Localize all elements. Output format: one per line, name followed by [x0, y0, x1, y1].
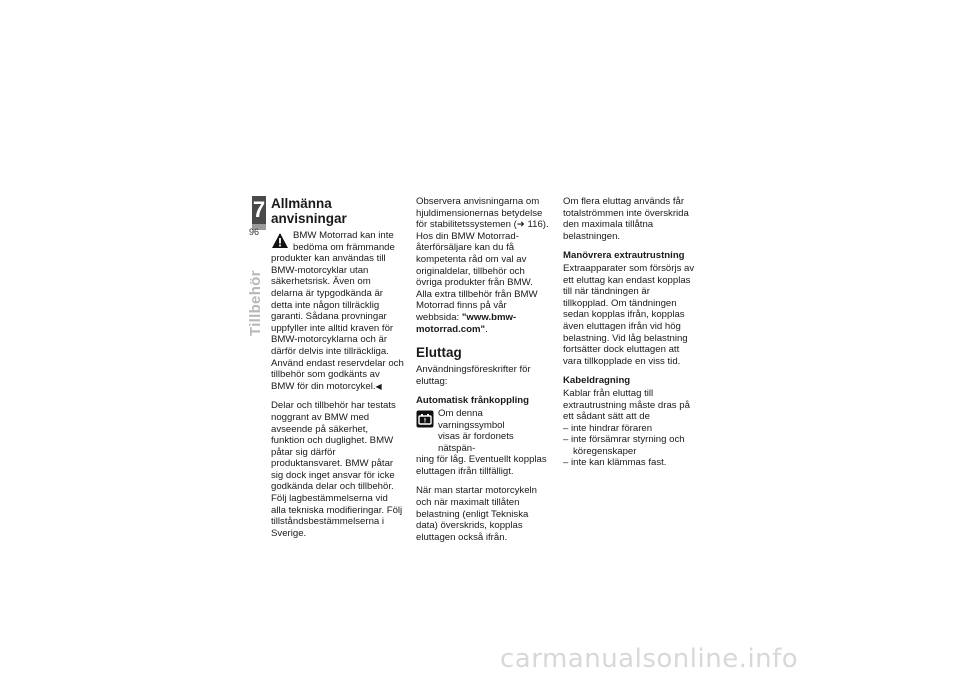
voltage-warning-line-2: visas är fordonets nätspän- [438, 431, 514, 454]
heading-operate-accessories: Manövrera extrautrustning [563, 250, 685, 262]
dealer-text: Hos din BMW Motorrad-återförsäljare kan du få kompetenta råd om val av originaldelar, tillbehör och övriga produkter från BMW. Alla extra tillbehör från BMW Motorrad finns på vår webbsida: [416, 230, 538, 323]
column-1 [271, 196, 404, 539]
battery-warning-icon [416, 410, 434, 428]
warning-line-1: BMW Motorrad kan inte [293, 230, 394, 241]
voltage-warning-block [416, 408, 549, 478]
page-ref-link[interactable]: 116). [527, 219, 549, 231]
heading-power-socket: Eluttag [416, 345, 462, 361]
column-2 [416, 196, 549, 543]
wheel-text: Observera anvisningarna om hjuldimensionernas betydelse för stabilitetssystemen ( [416, 196, 543, 231]
warning-line-2: bedöma om främmande [293, 241, 395, 253]
page-ref-arrow-icon: ➜ [516, 219, 525, 231]
paragraph-approved-parts [271, 358, 404, 393]
voltage-warning-line-1: Om denna varningssymbol [438, 407, 505, 431]
cable-requirements-list [563, 423, 696, 469]
list-item: – inte försämrar styrning och köregenskaper [563, 434, 685, 457]
paragraph-cable-routing: Kablar från eluttag till extrautrustning måste dras på ett sådant sätt att de [563, 387, 690, 423]
watermark: carmanualsonline.info [500, 644, 799, 674]
chapter-number: 7 [252, 197, 266, 222]
list-item: – inte hindrar föraren [563, 422, 653, 434]
paragraph-total-current: Om flera eluttag används får totalströmmen inte överskrida den maximala tillåtna belastningen. [563, 196, 689, 242]
warning-triangle-icon [271, 232, 289, 250]
svg-text:!: ! [423, 417, 427, 425]
paragraph-start-cutoff: När man startar motorcykeln och när maximalt tillåten belastning (enligt Tekniska data) överskrids, kopplas eluttagen också ifrån. [416, 485, 538, 543]
approved-parts-text: Använd endast reservdelar och tillbehör som godkänts av BMW för din motorcykel. [271, 357, 404, 392]
paragraph-regulations: Följ lagbestämmelserna vid alla tekniska modifieringar. Följ tillståndsbestämmelserna i Sverige. [271, 493, 403, 539]
page-number: 96 [249, 227, 260, 237]
url-tail: . [485, 323, 488, 335]
paragraph-operate-accessories: Extraapparater som försörjs av ett eluttag kan endast kopplas till när tändningen är tillkopplad. Om tändningen sedan kopplas ifrån, kopplas även eluttagen ifrån vid hög belastning. Vid låg belastning fortsätter dock eluttagen att vara tillkopplade en viss tid. [563, 262, 695, 367]
list-item: – inte kan klämmas fast. [563, 457, 667, 469]
paragraph-tested-parts: Delar och tillbehör har testats noggrant av BMW med avseende på säkerhet, funktion och duglighet. BMW påtar sig därför produktansvaret. BMW påtar sig dock inget ansvar för icke godkända delar och tillbehör. [271, 400, 396, 493]
list-item-text: inte hindrar föraren [571, 422, 653, 434]
column-3 [563, 196, 696, 469]
paragraph-wheel-dimensions [416, 196, 549, 335]
list-item-text: inte kan klämmas fast. [571, 457, 667, 469]
heading-cable-routing: Kabeldragning [563, 375, 631, 387]
warning-text: produkter kan användas till BMW-motorcyklar utan säkerhetsrisk. Även om delarna är typgodkända är detta inte någon tillräcklig garanti. Sådana provningar uppfyller inte alltid kraven för BMW-motorcyklarna och är därför delvis inte tillräckliga. [271, 253, 394, 357]
list-item-text: inte försämrar styrning och köregenskaper [571, 434, 685, 457]
heading-general-instructions: Allmänna anvisningar [271, 196, 347, 226]
section-title-vertical: Tillbehör [247, 270, 264, 336]
chapter-number-tab [252, 196, 266, 224]
heading-automatic-cutoff: Automatisk frånkoppling [416, 395, 529, 407]
power-socket-intro: Användningsföreskrifter för eluttag: [416, 364, 531, 387]
website-url[interactable]: "www.bmw-motorrad.com" [416, 311, 517, 335]
warning-block [271, 230, 404, 358]
voltage-warning-text: ning för låg. Eventuellt kopplas eluttagen ifrån tillfälligt. [416, 454, 547, 477]
end-mark-icon: ◀ [375, 381, 382, 391]
